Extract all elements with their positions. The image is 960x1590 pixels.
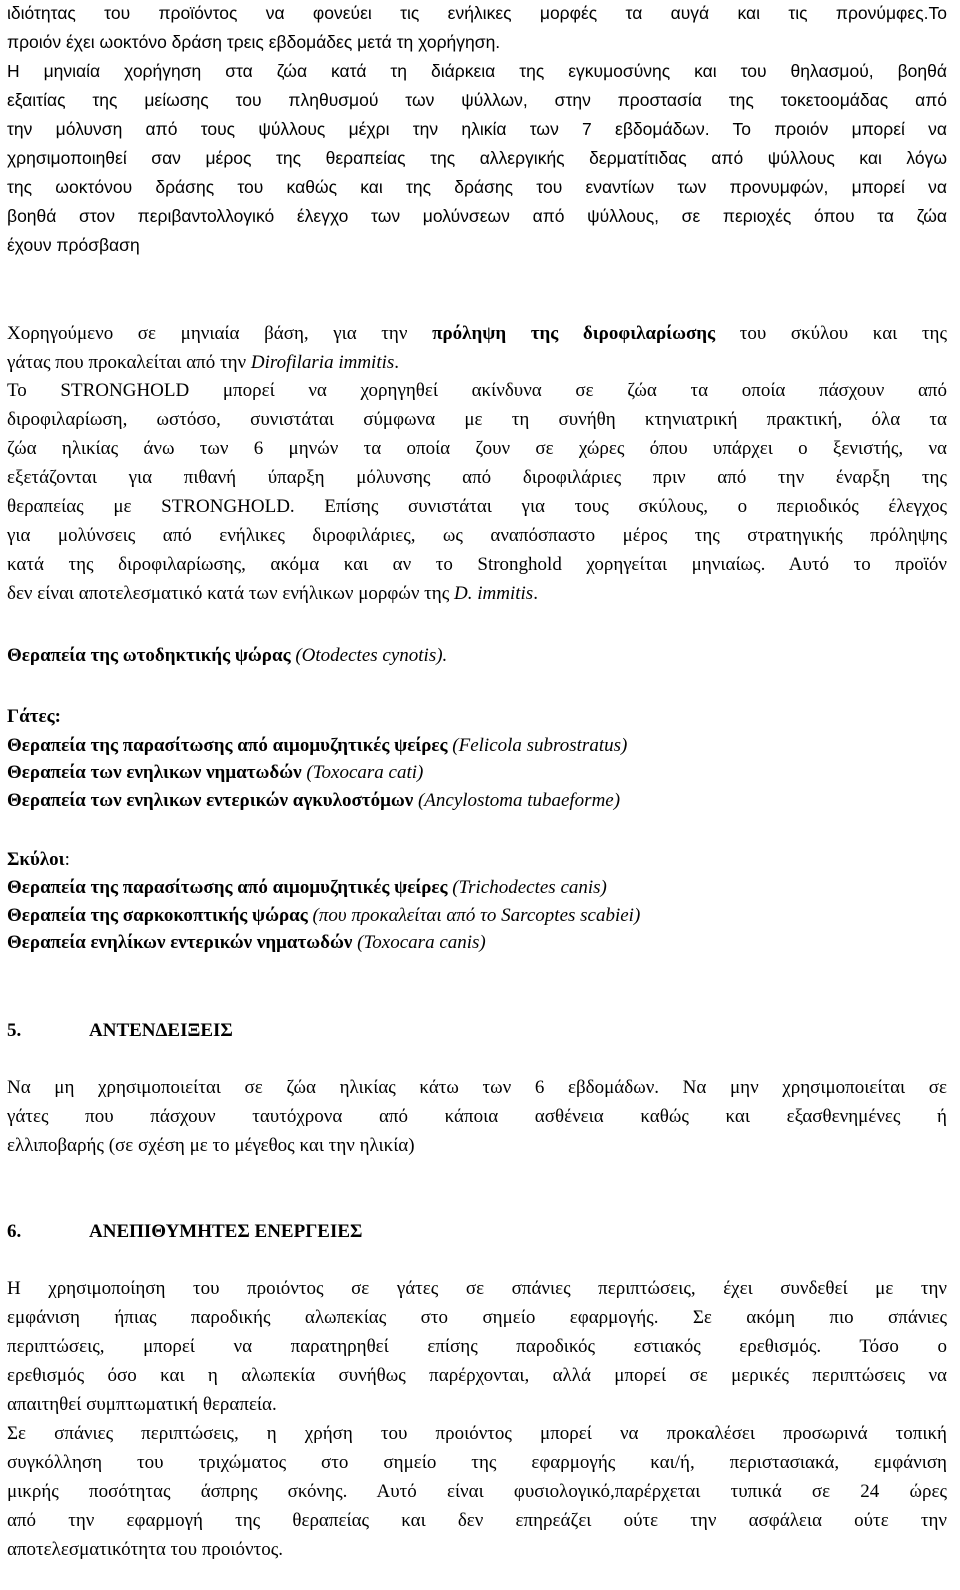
text: γάτας που προκαλείται από την xyxy=(7,352,251,373)
section-line: αποτελεσματικότητα του προιόντος. xyxy=(7,1539,284,1560)
treatment-name: Θεραπεία των ενηλικων εντερικών αγκυλοστόμων xyxy=(7,790,414,811)
species-name: (Trichodectes canis) xyxy=(447,877,607,898)
intro-line: την μόλυνση από τους ψύλλους μέχρι την ηλικία των 7 εβδομάδων. Το προιόν μπορεί να xyxy=(7,119,947,139)
text: Χορηγούμενο σε μηνιαία βάση, για την xyxy=(7,323,433,344)
heartworm-line: εξετάζονται για πιθανή ύπαρξη μόλυνσης από διροφιλάριες πριν από την έναρξη της xyxy=(7,467,947,488)
intro-line: Η μηνιαία χορήγηση στα ζώα κατά τη διάρκεια της εγκυμοσύνης και του θηλασμού, βοηθά xyxy=(7,61,947,81)
intro-line: εξαιτίας της μείωσης του πληθυσμού των ψύλλων, στην προστασία της τοκετοομάδας από xyxy=(7,90,947,110)
cat-treatment-item xyxy=(7,760,423,786)
section-line: Η χρησιμοποίηση του προιόντος σε γάτες σε σπάνιες περιπτώσεις, έχει συνδεθεί με την xyxy=(7,1278,947,1299)
text: Σκύλοι xyxy=(7,849,65,870)
treatment-name: Θεραπεία των ενηλικων νηματωδών xyxy=(7,762,302,783)
section-line: συγκόλληση του τριχώματος στο σημείο της εφαρμογής και/ή, περιστασιακά, εμφάνιση xyxy=(7,1452,947,1473)
section-number: 5. xyxy=(7,1020,22,1041)
text: δεν είναι αποτελεσματικό κατά των ενήλικων μορφών της xyxy=(7,583,455,604)
treatment-name: Θεραπεία της παρασίτωσης από αιμομυζητικές ψείρες xyxy=(7,877,448,898)
heartworm-line: θεραπείας με STRONGHOLD. Επίσης συνιστάται για τους σκύλους, ο περιοδικός έλεγχος xyxy=(7,496,947,517)
treatment-name: Θεραπεία της σαρκοκοπτικής ψώρας xyxy=(7,905,308,926)
heartworm-prevention-emphasis: πρόληψη της διροφιλαρίωσης xyxy=(432,323,716,344)
section-line: ελλιποβαρής (σε σχέση με το μέγεθος και την ηλικία) xyxy=(7,1135,415,1156)
heartworm-line: διροφιλαρίωση, ωστόσο, συνιστάται σύμφωνα με τη συνήθη κτηνιατρική πρακτική, όλα τα xyxy=(7,409,947,430)
heartworm-line xyxy=(7,321,947,347)
heartworm-line: ζώα ηλικίας άνω των 6 μηνών τα οποία ζουν σε χώρες όπου υπάρχει ο ξενιστής, να xyxy=(7,438,947,459)
dogs-heading xyxy=(7,847,70,873)
species-name: D. immitis xyxy=(454,583,534,604)
section-line: απαιτηθεί συμπτωματική θεραπεία. xyxy=(7,1394,277,1415)
intro-line: της ωοκτόνου δράσης του καθώς και της δράσης του εναντίων των προνυμφών, μπορεί να xyxy=(7,177,947,197)
heartworm-line xyxy=(7,350,399,376)
cats-heading: Γάτες: xyxy=(7,706,61,727)
treatment-name: Θεραπεία ενηλίκων εντερικών νηματωδών xyxy=(7,932,353,953)
treatment-name: Θεραπεία της ωτοδηκτικής ψώρας xyxy=(7,645,291,666)
species-name: (Felicola subrostratus) xyxy=(447,735,628,756)
cat-treatment-item xyxy=(7,788,620,814)
species-name: (που προκαλείται από το Sarcoptes scabiei) xyxy=(307,905,641,926)
intro-line: ιδιότητας του προϊόντος να φονεύει τις ενήλικες μορφές τα αυγά και τις προνύμφες.Το xyxy=(7,3,947,23)
cat-treatment-item xyxy=(7,733,627,759)
species-name: (Otodectes cynotis). xyxy=(290,645,448,666)
heartworm-line: για μολύνσεις από ενήλικες διροφιλάριες, ως αναπόσπαστο μέρος της στρατηγικής πρόληψης xyxy=(7,525,947,546)
text: . xyxy=(533,583,538,604)
species-name: (Toxocara canis) xyxy=(352,932,486,953)
species-name: (Ancylostoma tubaeforme) xyxy=(413,790,621,811)
section-heading xyxy=(7,1018,233,1044)
section-line: από την εφαρμογή της θεραπείας και δεν επηρεάζει ούτε την ασφάλεια ούτε την xyxy=(7,1510,947,1531)
dog-treatment-item xyxy=(7,875,607,901)
dog-treatment-item xyxy=(7,930,486,956)
text: : xyxy=(64,849,70,870)
section-line: Να μη χρησιμοποιείται σε ζώα ηλικίας κάτω των 6 εβδομάδων. Να μην χρησιμοποιείται σε xyxy=(7,1077,947,1098)
intro-line: προιόν έχει ωοκτόνο δράση τρεις εβδομάδες μετά τη χορήγηση. xyxy=(7,32,501,52)
intro-line: βοηθά στον περιβαντολλογικό έλεγχο των μολύνσεων από ψύλλους, σε περιοχές όπου τα ζώα xyxy=(7,206,947,226)
section-heading xyxy=(7,1219,362,1245)
ear-mites-line xyxy=(7,643,447,669)
intro-line: χρησιμοποιηθεί σαν μέρος της θεραπείας της αλλεργικής δερματίτιδας από ψύλλους και λόγω xyxy=(7,148,947,168)
heartworm-line: Το STRONGHOLD μπορεί να χορηγηθεί ακίνδυνα σε ζώα τα οποία πάσχουν από xyxy=(7,380,947,401)
heartworm-line: κατά της διροφιλαρίωσης, ακόμα και αν το Stronghold χορηγείται μηνιαίως. Αυτό το προϊόν xyxy=(7,554,947,575)
section-number: 6. xyxy=(7,1221,22,1242)
heartworm-line xyxy=(7,581,538,607)
section-title: ΑΝΕΠΙΘΥΜΗΤΕΣ ΕΝΕΡΓΕΙΕΣ xyxy=(89,1221,363,1242)
species-name: (Toxocara cati) xyxy=(301,762,424,783)
text: . xyxy=(394,352,400,373)
treatment-name: Θεραπεία της παρασίτωσης από αιμομυζητικές ψείρες xyxy=(7,735,448,756)
section-line: γάτες που πάσχουν ταυτόχρονα από κάποια ασθένεια καθώς και εξασθενημένες ή xyxy=(7,1106,947,1127)
intro-line: έχουν πρόσβαση xyxy=(7,235,140,255)
section-line: εμφάνιση ήπιας παροδικής αλωπεκίας στο σημείο εφαρμογής. Σε ακόμη πιο σπάνιες xyxy=(7,1307,947,1328)
dog-treatment-item xyxy=(7,903,640,929)
section-line: Σε σπάνιες περιπτώσεις, η χρήση του προιόντος μπορεί να προκαλέσει προσωρινά τοπική xyxy=(7,1423,947,1444)
species-name: Dirofilaria immitis xyxy=(250,352,395,373)
section-line: ερεθισμός όσο και η αλωπεκία συνήθως παρέρχονται, αλλά μπορεί σε μερικές περιπτώσεις να xyxy=(7,1365,947,1386)
section-line: μικρής ποσότητας άσπρης σκόνης. Αυτό είναι φυσιολογικό,παρέρχεται τυπικά σε 24 ώρες xyxy=(7,1481,947,1502)
section-title: ΑΝΤΕΝΔΕΙΞΕΙΣ xyxy=(89,1020,233,1041)
text: του σκύλου και της xyxy=(715,323,947,344)
section-line: περιπτώσεις, μπορεί να παρατηρηθεί επίσης παροδικός εστιακός ερεθισμός. Τόσο ο xyxy=(7,1336,947,1357)
